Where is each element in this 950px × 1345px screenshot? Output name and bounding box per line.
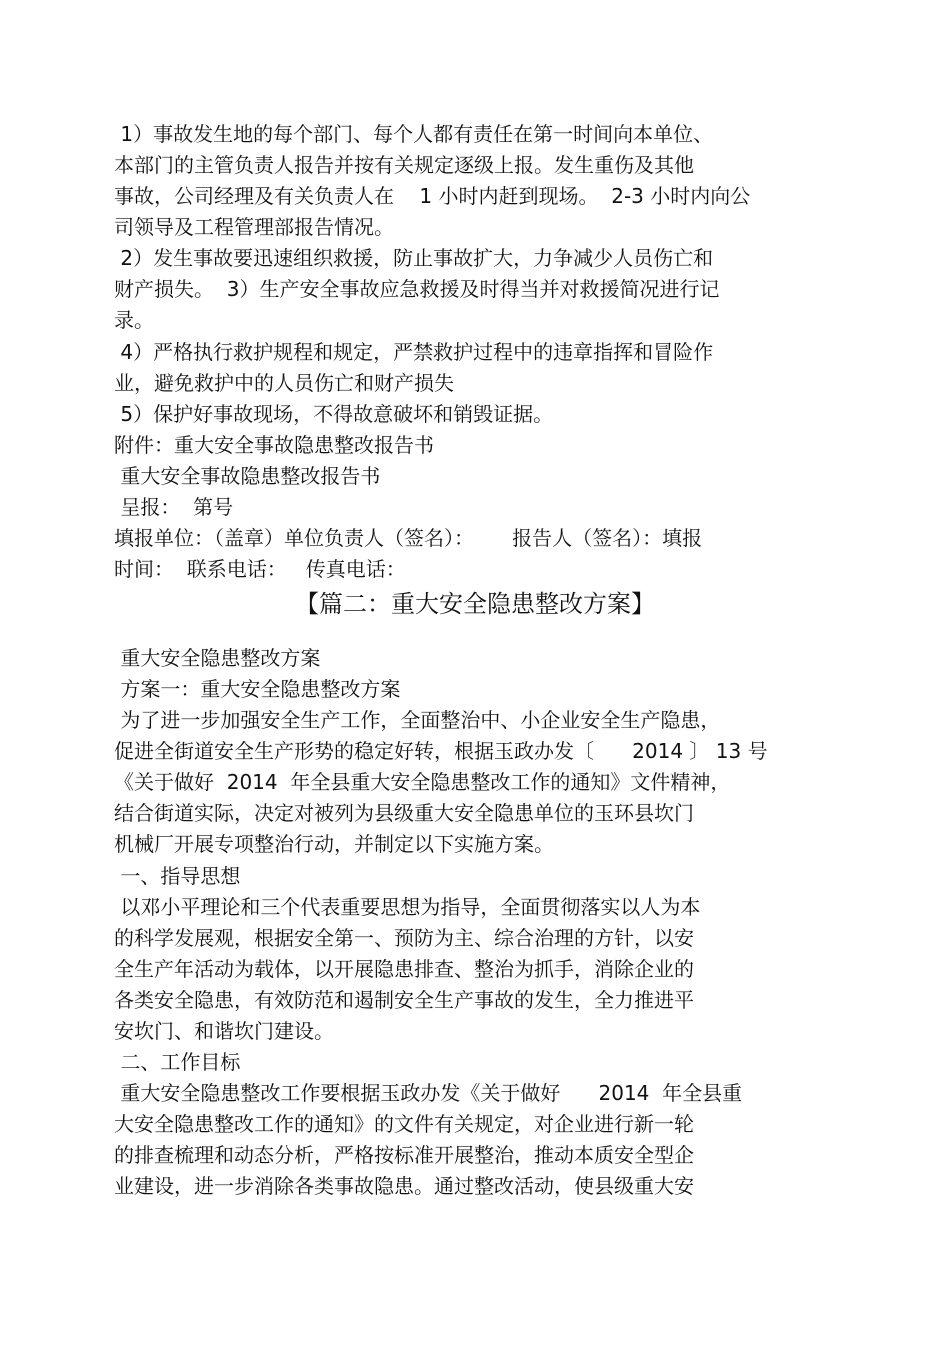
text-line: 大安全隐患整改工作的通知》的文件有关规定，对企业进行新一轮	[114, 1112, 694, 1136]
text-line: 财产损失。 3）生产安全事故应急救援及时得当并对救援简况进行记	[114, 277, 720, 301]
text-line: 重大安全隐患整改方案	[114, 646, 321, 670]
text-line: 2）发生事故要迅速组织救援，防止事故扩大，力争减少人员伤亡和	[114, 246, 714, 270]
text-line: 本部门的主管负责人报告并按有关规定逐级上报。发生重伤及其他	[114, 153, 694, 177]
text-line: 时间： 联系电话： 传真电话：	[114, 557, 406, 581]
text-line: 的科学发展观，根据安全第一、预防为主、综合治理的方针，以安	[114, 926, 694, 950]
text-line: 业，避免救护中的人员伤亡和财产损失	[114, 371, 454, 395]
text-line: 事故，公司经理及有关负责人在 1 小时内赶到现场。 2-3 小时内向公	[114, 184, 751, 208]
text-line: 附件：重大安全事故隐患整改报告书	[114, 433, 434, 457]
section-heading: 【篇二：重大安全隐患整改方案】	[295, 590, 655, 618]
text-line: 二、工作目标	[114, 1050, 241, 1074]
text-line: 促进全街道安全生产形势的稳定好转，根据玉政办发〔 2014 〕 13 号	[114, 739, 768, 763]
text-line: 方案一：重大安全隐患整改方案	[114, 677, 401, 701]
text-line: 安坎门、和谐坎门建设。	[114, 1019, 334, 1043]
text-line: 的排查梳理和动态分析，严格按标准开展整治，推动本质安全型企	[114, 1143, 694, 1167]
text-line: 全生产年活动为载体，以开展隐患排查、整治为抓手，消除企业的	[114, 957, 694, 981]
text-line: 录。	[114, 308, 154, 332]
text-line: 一、指导思想	[114, 864, 241, 888]
text-line: 机械厂开展专项整治行动，并制定以下实施方案。	[114, 832, 554, 856]
text-line: 填报单位：（盖章）单位负责人（签名）： 报告人（签名）：填报	[114, 526, 703, 550]
text-line: 业建设，进一步消除各类事故隐患。通过整改活动，使县级重大安	[114, 1174, 694, 1198]
text-line: 5）保护好事故现场，不得故意破坏和销毁证据。	[114, 402, 554, 426]
text-line: 司领导及工程管理部报告情况。	[114, 215, 394, 239]
text-line: 为了进一步加强安全生产工作，全面整治中、小企业安全生产隐患，	[114, 708, 721, 732]
text-line: 重大安全隐患整改工作要根据玉政办发《关于做好 2014 年全县重	[114, 1081, 743, 1105]
text-line: 结合街道实际，决定对被列为县级重大安全隐患单位的玉环县坎门	[114, 801, 694, 825]
text-line: 4）严格执行救护规程和规定，严禁救护过程中的违章指挥和冒险作	[114, 340, 714, 364]
text-line: 《关于做好 2014 年全县重大安全隐患整改工作的通知》文件精神，	[114, 770, 731, 794]
text-line: 各类安全隐患，有效防范和遏制安全生产事故的发生，全力推进平	[114, 988, 694, 1012]
text-line: 重大安全事故隐患整改报告书	[114, 464, 381, 488]
text-line: 1）事故发生地的每个部门、每个人都有责任在第一时间向本单位、	[114, 122, 714, 146]
text-line: 以邓小平理论和三个代表重要思想为指导，全面贯彻落实以人为本	[114, 895, 701, 919]
text-line: 呈报： 第号	[114, 495, 234, 519]
